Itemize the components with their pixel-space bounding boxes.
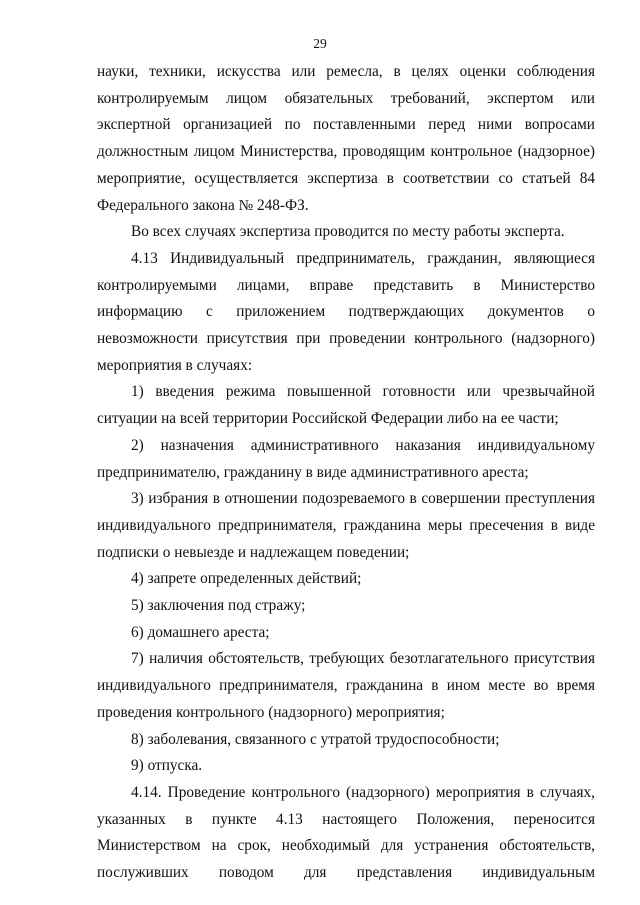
- list-item-6: 6) домашнего ареста;: [131, 623, 270, 641]
- list-item-9: 9) отпуска.: [131, 757, 203, 775]
- paragraph-section-4-14: 4.14. Проведение контрольного (надзорного) мероприятия в случаях, указанных в пункте 4.13 настоящего Положения, переносится Министерством на срок, необходимый для устранения обстоятельств, послуживших поводом для представления индивидуальным: [97, 783, 595, 882]
- list-item-4: 4) запрете определенных действий;: [131, 570, 362, 588]
- page-number: 29: [313, 36, 327, 51]
- paragraph-section-4-13: 4.13 Индивидуальный предприниматель, гражданин, являющиеся контролируемыми лицами, вправе представить в Министерство информацию с приложением подтверждающих документов о невозможности присутствия при проведении контрольного (надзорного) мероприятия в случаях:: [97, 249, 595, 374]
- paragraph-expertise-location: Во всех случаях экспертиза проводится по месту работы эксперта.: [131, 223, 565, 241]
- list-item-7: 7) наличия обстоятельств, требующих безотлагательного присутствия индивидуального предпринимателя, гражданина в ином месте во время проведения контрольного (надзорного) мероприятия;: [97, 650, 595, 721]
- list-item-8: 8) заболевания, связанного с утратой трудоспособности;: [131, 730, 500, 748]
- list-item-3: 3) избрания в отношении подозреваемого в совершении преступления индивидуального предпринимателя, гражданина меры пресечения в виде подписки о невыезде и надлежащем поведении;: [97, 490, 595, 561]
- list-item-1: 1) введения режима повышенной готовности или чрезвычайной ситуации на всей территории Российской Федерации либо на ее части;: [97, 383, 595, 428]
- document-body: [97, 59, 595, 887]
- list-item-2: 2) назначения административного наказания индивидуальному предпринимателю, гражданину в виде административного ареста;: [97, 436, 595, 481]
- paragraph-expertise-continuation: науки, техники, искусства или ремесла, в целях оценки соблюдения контролируемым лицом обязательных требований, экспертом или экспертной организацией по поставленными перед ними вопросами должностным лицом Министерства, проводящим контрольное (надзорное) мероприятие, осуществляется экспертиза в соответствии со статьей 84 Федерального закона № 248-ФЗ.: [97, 63, 595, 214]
- list-item-5: 5) заключения под стражу;: [131, 597, 306, 615]
